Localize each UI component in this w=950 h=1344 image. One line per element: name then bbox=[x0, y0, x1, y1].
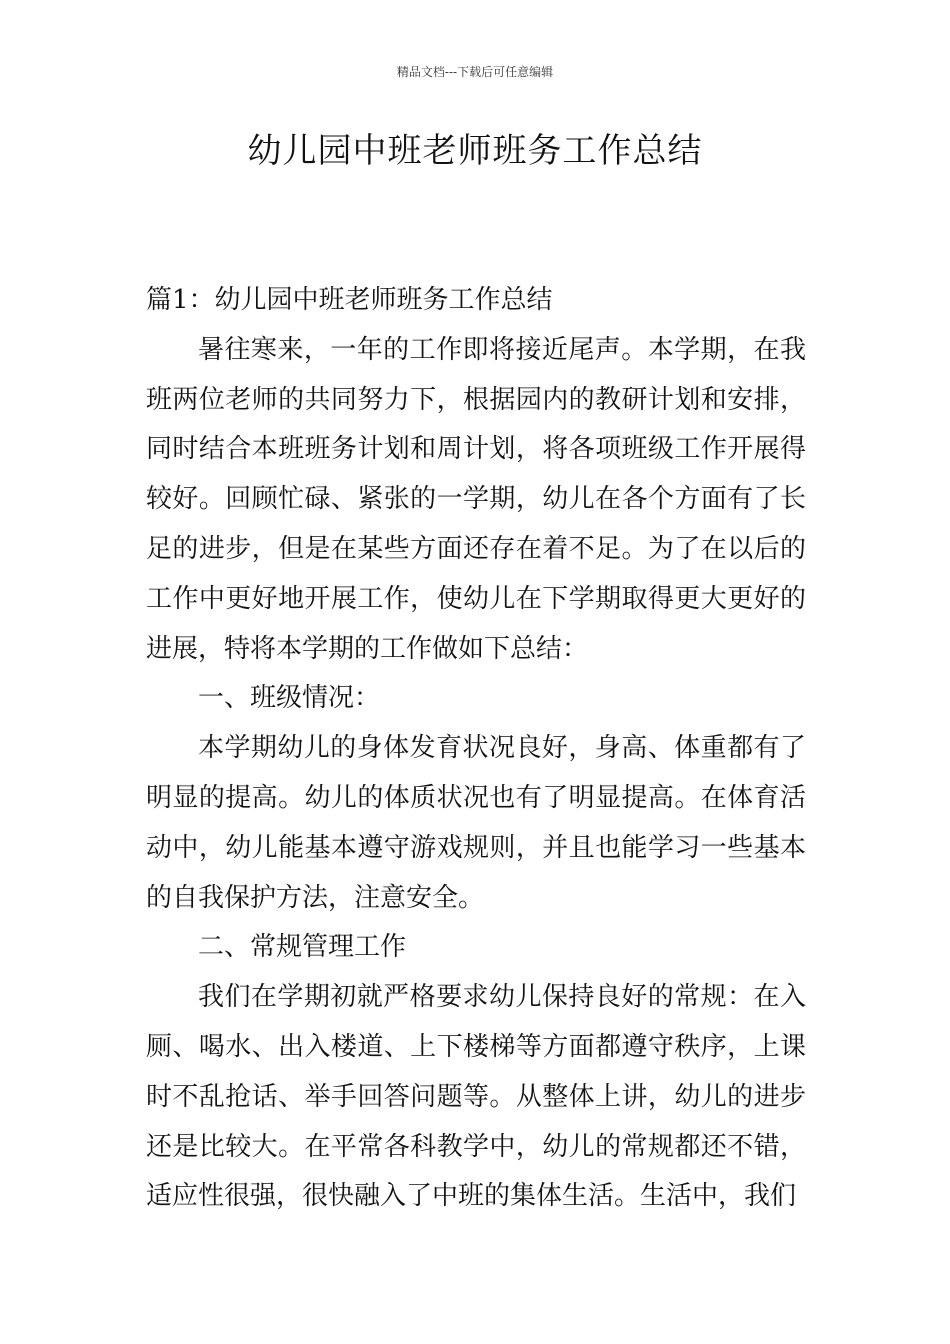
document-title: 幼儿园中班老师班务工作总结 bbox=[247, 131, 703, 171]
document-body bbox=[146, 276, 806, 1222]
paragraph: 本学期幼儿的身体发育状况良好，身高、体重都有了明显的提高。幼儿的体质状况也有了明显提高。在体育活动中，幼儿能基本遵守游戏规则，并且也能学习一些基本的自我保护方法，注意安全。 bbox=[146, 733, 806, 913]
subsection-heading: 一、班级情况： bbox=[198, 683, 381, 714]
section-heading: 篇1：幼儿园中班老师班务工作总结 bbox=[146, 285, 553, 315]
paragraph: 我们在学期初就严格要求幼儿保持良好的常规：在入厕、喝水、出入楼道、上下楼梯等方面都遵守秩序，上课时不乱抢话、举手回答问题等。从整体上讲，幼儿的进步还是比较大。在平常各科教学中，幼儿的常规都还不错，适应性很强，很快融入了中班的集体生活。生活中，我们 bbox=[146, 982, 806, 1212]
header-note: 精品文档---下载后可任意编辑 bbox=[396, 65, 554, 79]
paragraph: 暑往寒来，一年的工作即将接近尾声。本学期，在我班两位老师的共同努力下，根据园内的教研计划和安排，同时结合本班班务计划和周计划，将各项班级工作开展得较好。回顾忙碌、紧张的一学期，幼儿在各个方面有了长足的进步，但是在某些方面还存在着不足。为了在以后的工作中更好地开展工作，使幼儿在下学期取得更大更好的进展，特将本学期的工作做如下总结： bbox=[146, 334, 806, 664]
subsection-heading: 二、常规管理工作 bbox=[198, 932, 407, 963]
